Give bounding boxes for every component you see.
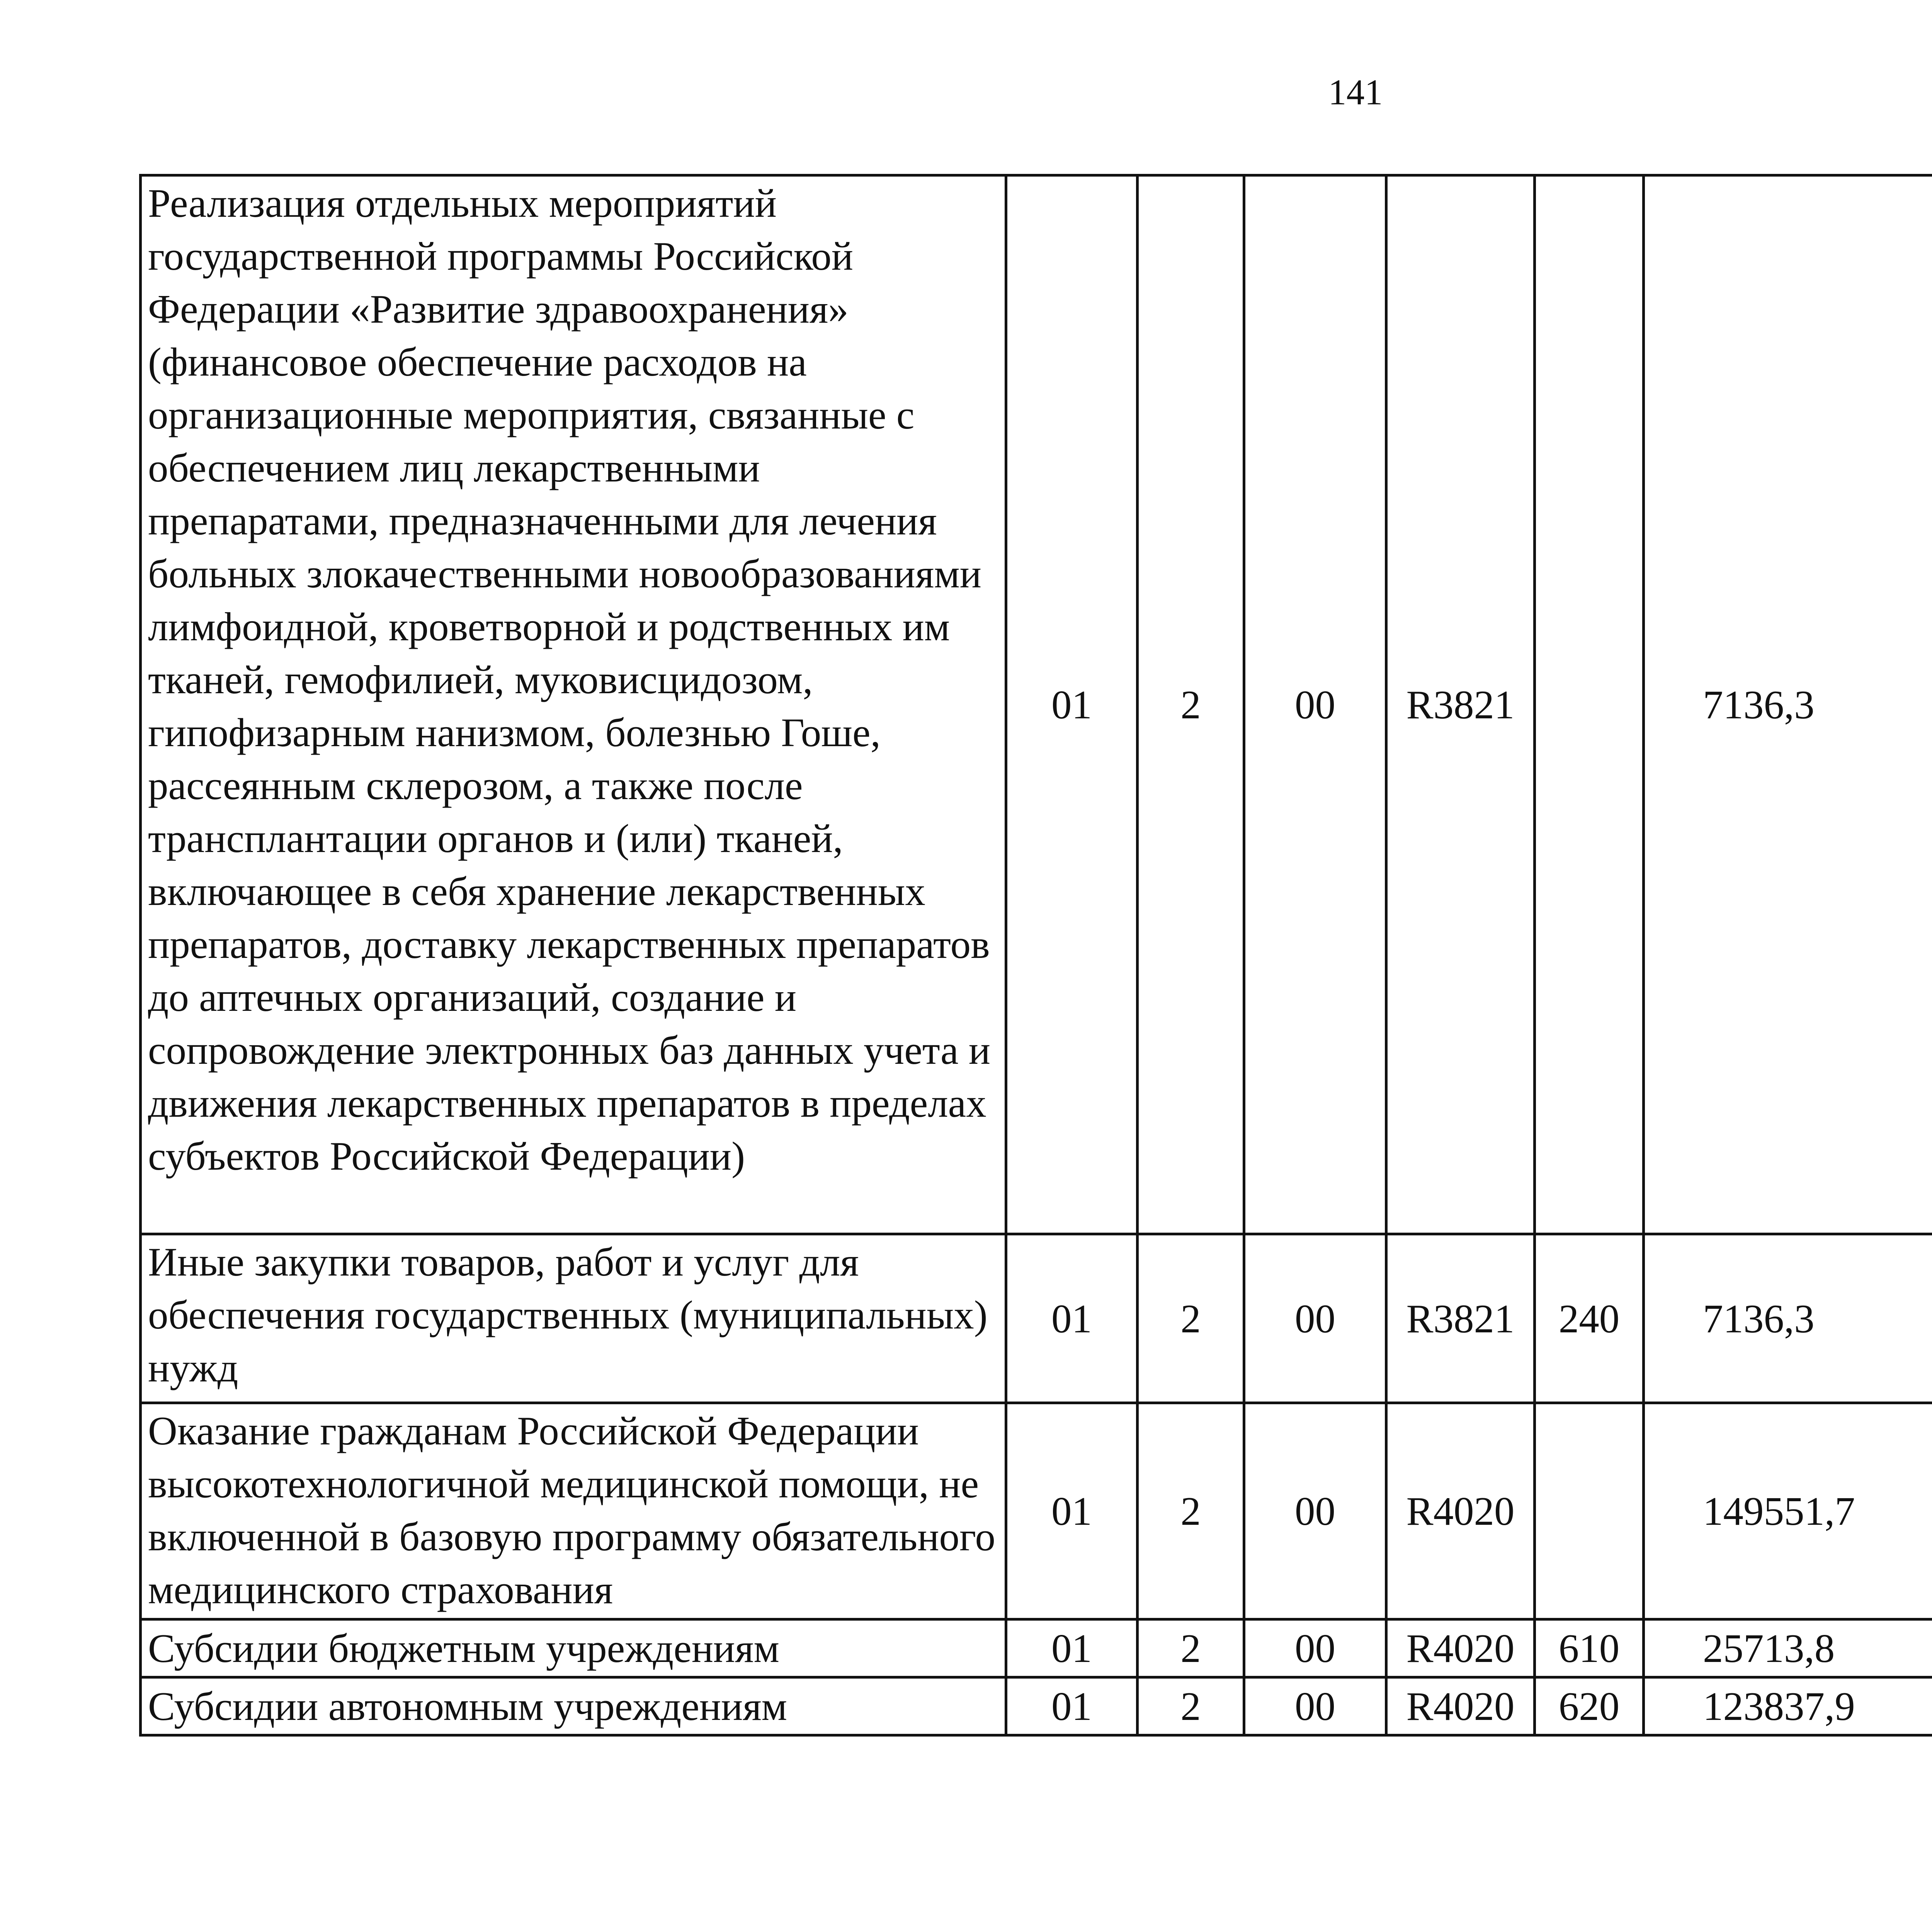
row-description: Реализация отдельных мероприятий государственной программы Российской Федерации «Развитие здравоохранения» (финансовое обеспечение расходов на организационные мероприятия, связанные с обеспечением лиц лекарственными препаратами, предназначенными для лечения больных злокачественными новообразованиями лимфоидной, кроветворной и родственных им тканей, гемофилией, муковисцидозом, гипофизарным нанизмом, болезнью Гоше, рассеянным склерозом, а также после трансплантации органов и (или) тканей, включающее в себя хранение лекарственных препаратов, доставку лекарственных препаратов до аптечных организаций, создание и сопровождение электронных баз данных учета и движения лекарственных препаратов в пределах субъектов Российской Федерации) (141, 175, 1006, 1234)
code-cell: 01 (1006, 1234, 1138, 1403)
code-cell: 00 (1244, 1619, 1386, 1677)
code-cell: 2 (1138, 1677, 1244, 1735)
code-cell: 01 (1006, 1619, 1138, 1677)
code-cell: 01 (1006, 1677, 1138, 1735)
row-description: Оказание гражданам Российской Федерации высокотехнологичной медицинской помощи, не включенной в базовую программу обязательного медицинского страхования (141, 1403, 1006, 1619)
amount-cell: 7136,3 (1644, 1234, 1932, 1403)
table-row (141, 175, 1932, 1234)
code-cell: R3821 (1386, 1234, 1535, 1403)
code-cell: R4020 (1386, 1403, 1535, 1619)
code-cell (1535, 175, 1644, 1234)
amount-cell: 25713,8 (1644, 1619, 1932, 1677)
code-cell: 00 (1244, 1403, 1386, 1619)
budget-table (139, 174, 1932, 1737)
code-cell: 2 (1138, 175, 1244, 1234)
code-cell: R4020 (1386, 1619, 1535, 1677)
amount-cell: 7136,3 (1644, 175, 1932, 1234)
row-description: Иные закупки товаров, работ и услуг для обеспечения государственных (муниципальных) нужд (141, 1234, 1006, 1403)
code-cell: R4020 (1386, 1677, 1535, 1735)
table-row (141, 1403, 1932, 1619)
code-cell: 01 (1006, 1403, 1138, 1619)
row-description: Субсидии бюджетным учреждениям (141, 1619, 1006, 1677)
row-description: Субсидии автономным учреждениям (141, 1677, 1006, 1735)
code-cell: 00 (1244, 1234, 1386, 1403)
code-cell: 620 (1535, 1677, 1644, 1735)
code-cell: R3821 (1386, 175, 1535, 1234)
code-cell: 00 (1244, 1677, 1386, 1735)
amount-cell: 123837,9 (1644, 1677, 1932, 1735)
code-cell (1535, 1403, 1644, 1619)
code-cell: 610 (1535, 1619, 1644, 1677)
table-row (141, 1234, 1932, 1403)
amount-cell: 149551,7 (1644, 1403, 1932, 1619)
code-cell: 01 (1006, 175, 1138, 1234)
code-cell: 2 (1138, 1619, 1244, 1677)
table-row (141, 1677, 1932, 1735)
page-number: 141 (1328, 72, 1383, 112)
code-cell: 2 (1138, 1403, 1244, 1619)
table-row (141, 1619, 1932, 1677)
code-cell: 2 (1138, 1234, 1244, 1403)
code-cell: 240 (1535, 1234, 1644, 1403)
code-cell: 00 (1244, 175, 1386, 1234)
